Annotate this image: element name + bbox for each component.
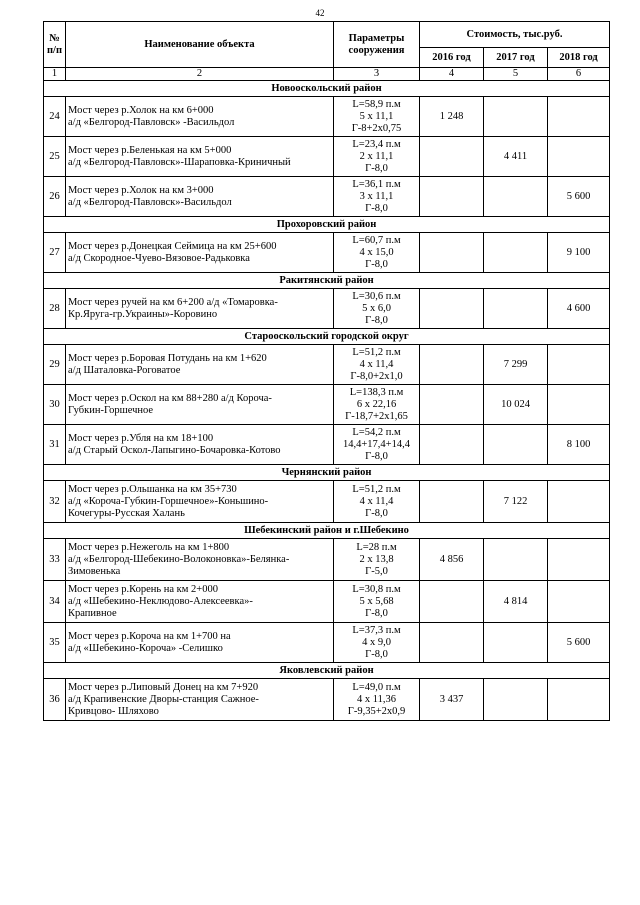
cost-2016 (420, 581, 484, 623)
object-name-line: Кочегуры-Русская Халань (68, 507, 185, 519)
page-number: 42 (315, 8, 325, 18)
table-row (44, 137, 610, 177)
cost-2017 (484, 289, 548, 329)
cost-2017 (484, 679, 548, 721)
row-number: 29 (44, 345, 66, 385)
section-row (44, 217, 610, 233)
row-number: 26 (44, 177, 66, 217)
param-line: 4 х 11,36 (357, 693, 396, 705)
param-line: Г-9,35+2х0,9 (347, 705, 406, 717)
param-line: 14,4+17,4+14,4 (343, 438, 410, 450)
object-name-line: Мост через р.Оскол на км 88+280 а/д Короча- (68, 392, 272, 404)
index-1: 1 (44, 68, 66, 81)
object-name (66, 345, 334, 385)
structure-params (334, 481, 420, 523)
cost-2016 (420, 345, 484, 385)
cost-2018 (548, 385, 610, 425)
index-4: 4 (420, 68, 484, 81)
param-line: L=37,3 п.м (352, 624, 401, 636)
cost-2017 (484, 539, 548, 581)
param-line: 6 х 22,16 (356, 398, 397, 410)
cost-2018 (548, 481, 610, 523)
param-line: L=23,4 п.м (352, 138, 401, 150)
row-number: 34 (44, 581, 66, 623)
bridges-cost-table (43, 21, 610, 721)
object-name-line: а/д Крапивенские Дворы-станция Сажное- (68, 693, 259, 705)
param-line: 4 х 11,4 (359, 495, 394, 507)
table-row (44, 425, 610, 465)
object-name-line: Мост через р.Донецкая Сеймица на км 25+600 (68, 240, 277, 252)
object-name (66, 137, 334, 177)
cost-2018: 5 600 (548, 623, 610, 663)
param-line: Г-5,0 (365, 565, 388, 577)
object-name-line: а/д Старый Оскол-Лапыгино-Бочаровка-Котово (68, 444, 281, 456)
param-line: Г-8,0+2х1,0 (350, 370, 403, 382)
header-name: Наименование объекта (66, 22, 334, 68)
param-line: 4 х 15,0 (359, 246, 394, 258)
cost-2018 (548, 581, 610, 623)
section-row (44, 523, 610, 539)
object-name-line: Мост через р.Холок на км 3+000 (68, 184, 214, 196)
cost-2017 (484, 623, 548, 663)
cost-2017 (484, 425, 548, 465)
param-line: 2 х 11,1 (359, 150, 394, 162)
section-title: Новооскольский район (44, 81, 610, 97)
row-number: 32 (44, 481, 66, 523)
cost-2017: 4 814 (484, 581, 548, 623)
param-line: 5 х 5,68 (359, 595, 394, 607)
param-line: Г-8+2х0,75 (351, 122, 402, 134)
object-name-line: Мост через р.Убля на км 18+100 (68, 432, 214, 444)
section-title: Ракитянский район (44, 273, 610, 289)
section-row (44, 81, 610, 97)
object-name (66, 481, 334, 523)
object-name-line: а/д «Шебекино-Короча» -Селишко (68, 642, 223, 654)
row-number: 28 (44, 289, 66, 329)
structure-params (334, 97, 420, 137)
cost-2018 (548, 97, 610, 137)
structure-params (334, 623, 420, 663)
cost-2016: 3 437 (420, 679, 484, 721)
row-number: 30 (44, 385, 66, 425)
header-year-2017: 2017 год (484, 48, 548, 68)
param-line: L=60,7 п.м (352, 234, 401, 246)
row-number: 24 (44, 97, 66, 137)
object-name-line: а/д «Белгород-Шебекино-Волоконовка»-Белянка- (68, 553, 290, 565)
object-name-line: Мост через р.Ольшанка на км 35+730 (68, 483, 237, 495)
row-number: 27 (44, 233, 66, 273)
row-number: 33 (44, 539, 66, 581)
structure-params (334, 425, 420, 465)
row-number: 35 (44, 623, 66, 663)
section-row (44, 329, 610, 345)
index-3: 3 (334, 68, 420, 81)
param-line: Г-8,0 (365, 607, 388, 619)
row-number: 31 (44, 425, 66, 465)
cost-2016 (420, 177, 484, 217)
cost-2016: 4 856 (420, 539, 484, 581)
section-row (44, 663, 610, 679)
table-row (44, 581, 610, 623)
param-line: Г-8,0 (365, 162, 388, 174)
structure-params (334, 137, 420, 177)
cost-2017 (484, 233, 548, 273)
param-line: L=28 п.м (356, 541, 397, 553)
object-name (66, 385, 334, 425)
structure-params (334, 385, 420, 425)
param-line: L=49,0 п.м (352, 681, 401, 693)
cost-2017 (484, 97, 548, 137)
table-row (44, 623, 610, 663)
object-name-line: а/д «Белгород-Павловск» -Васильдол (68, 116, 235, 128)
object-name (66, 289, 334, 329)
section-row (44, 273, 610, 289)
structure-params (334, 679, 420, 721)
param-line: 4 х 11,4 (359, 358, 394, 370)
param-line: L=54,2 п.м (352, 426, 401, 438)
table-row (44, 289, 610, 329)
cost-2018 (548, 539, 610, 581)
object-name (66, 233, 334, 273)
object-name (66, 425, 334, 465)
header-year-2016: 2016 год (420, 48, 484, 68)
param-line: L=138,3 п.м (349, 386, 404, 398)
table-row (44, 539, 610, 581)
section-title: Прохоровский район (44, 217, 610, 233)
row-number: 25 (44, 137, 66, 177)
object-name-line: Мост через р.Холок на км 6+000 (68, 104, 214, 116)
object-name-line: Мост через ручей на км 6+200 а/д «Томаровка- (68, 296, 278, 308)
cost-2016 (420, 481, 484, 523)
param-line: 5 х 11,1 (359, 110, 394, 122)
cost-2018 (548, 679, 610, 721)
cost-2016 (420, 623, 484, 663)
object-name-line: а/д «Белгород-Павловск»-Шараповка-Криничный (68, 156, 291, 168)
object-name-line: а/д Скородное-Чуево-Вязовое-Радьковка (68, 252, 250, 264)
header-num: № п/п (44, 22, 66, 68)
object-name-line: Кр.Яруга-гр.Украины»-Коровино (68, 308, 218, 320)
param-line: 5 х 6,0 (362, 302, 391, 314)
param-line: 3 х 11,1 (359, 190, 394, 202)
structure-params (334, 539, 420, 581)
param-line: L=51,2 п.м (352, 346, 401, 358)
param-line: Г-8,0 (365, 507, 388, 519)
header-cost: Стоимость, тыс.руб. (420, 22, 610, 48)
cost-2018: 4 600 (548, 289, 610, 329)
table-row (44, 97, 610, 137)
table-body (44, 81, 610, 721)
cost-2018: 5 600 (548, 177, 610, 217)
object-name (66, 539, 334, 581)
cost-2017: 7 122 (484, 481, 548, 523)
structure-params (334, 581, 420, 623)
object-name (66, 581, 334, 623)
structure-params (334, 177, 420, 217)
param-line: Г-18,7+2х1,65 (345, 410, 408, 422)
index-5: 5 (484, 68, 548, 81)
cost-2016 (420, 425, 484, 465)
object-name (66, 623, 334, 663)
index-2: 2 (66, 68, 334, 81)
param-line: L=58,9 п.м (352, 98, 401, 110)
table-row (44, 679, 610, 721)
row-number: 36 (44, 679, 66, 721)
cost-2016 (420, 137, 484, 177)
object-name (66, 97, 334, 137)
table-row (44, 233, 610, 273)
cost-2016 (420, 385, 484, 425)
object-name-line: Губкин-Горшечное (68, 404, 154, 416)
table-row (44, 385, 610, 425)
param-line: Г-8,0 (365, 258, 388, 270)
cost-2017 (484, 177, 548, 217)
section-title: Чернянский район (44, 465, 610, 481)
cost-2016: 1 248 (420, 97, 484, 137)
param-line: Г-8,0 (365, 314, 388, 326)
cost-2018: 8 100 (548, 425, 610, 465)
param-line: L=30,8 п.м (352, 583, 401, 595)
object-name-line: Мост через р.Короча на км 1+700 на (68, 630, 231, 642)
object-name-line: а/д Шаталовка-Роговатое (68, 364, 181, 376)
section-title: Старооскольский городской округ (44, 329, 610, 345)
structure-params (334, 345, 420, 385)
object-name (66, 679, 334, 721)
section-row (44, 465, 610, 481)
section-title: Яковлевский район (44, 663, 610, 679)
cost-2016 (420, 289, 484, 329)
param-line: L=30,6 п.м (352, 290, 401, 302)
table-row (44, 481, 610, 523)
param-line: 2 х 13,8 (359, 553, 394, 565)
index-6: 6 (548, 68, 610, 81)
object-name-line: а/д «Белгород-Павловск»-Васильдол (68, 196, 232, 208)
object-name-line: Мост через р.Боровая Потудань на км 1+620 (68, 352, 267, 364)
object-name-line: а/д «Короча-Губкин-Горшечное»-Коньшино- (68, 495, 269, 507)
object-name-line: Кривцово- Шляхово (68, 705, 159, 717)
cost-2017: 7 299 (484, 345, 548, 385)
cost-2018: 9 100 (548, 233, 610, 273)
cost-2017: 4 411 (484, 137, 548, 177)
header-year-2018: 2018 год (548, 48, 610, 68)
param-line: Г-8,0 (365, 450, 388, 462)
object-name-line: Крапивное (68, 607, 117, 619)
object-name-line: Мост через р.Корень на км 2+000 (68, 583, 218, 595)
object-name-line: Мост через р.Липовый Донец на км 7+920 (68, 681, 259, 693)
param-line: Г-8,0 (365, 202, 388, 214)
cost-2018 (548, 345, 610, 385)
param-line: 4 х 9,0 (362, 636, 391, 648)
object-name-line: Зимовенька (68, 565, 121, 577)
param-line: L=36,1 п.м (352, 178, 401, 190)
cost-2018 (548, 137, 610, 177)
cost-2017: 10 024 (484, 385, 548, 425)
header-params: Параметры сооружения (334, 22, 420, 68)
object-name (66, 177, 334, 217)
param-line: Г-8,0 (365, 648, 388, 660)
object-name-line: а/д «Шебекино-Неклюдово-Алексеевка»- (68, 595, 253, 607)
section-title: Шебекинский район и г.Шебекино (44, 523, 610, 539)
object-name-line: Мост через р.Нежеголь на км 1+800 (68, 541, 230, 553)
structure-params (334, 289, 420, 329)
table-row (44, 345, 610, 385)
param-line: L=51,2 п.м (352, 483, 401, 495)
table-row (44, 177, 610, 217)
cost-2016 (420, 233, 484, 273)
object-name-line: Мост через р.Беленькая на км 5+000 (68, 144, 232, 156)
structure-params (334, 233, 420, 273)
